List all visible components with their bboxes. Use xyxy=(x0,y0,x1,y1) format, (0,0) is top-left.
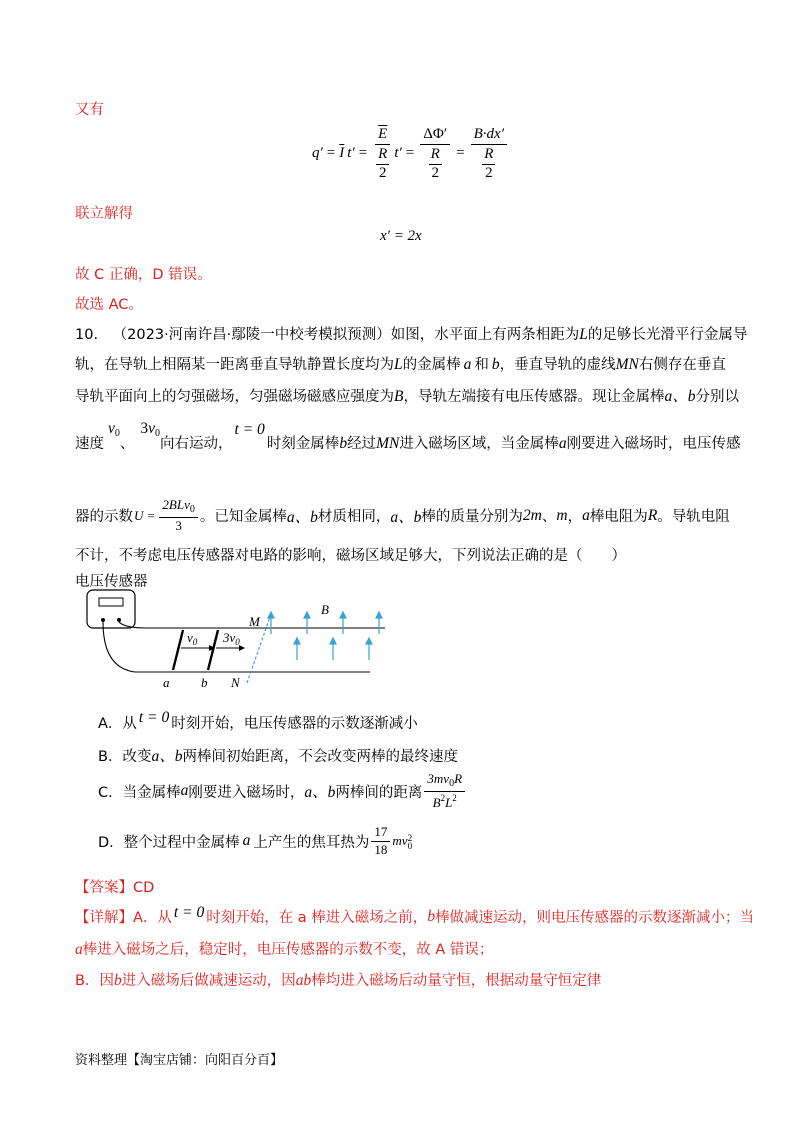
q-text: 经过 xyxy=(347,436,377,452)
c-den-b: B xyxy=(432,794,441,810)
option-b-text: B．改变 xyxy=(98,749,152,765)
eq-sign: = xyxy=(456,145,465,162)
q-v0 xyxy=(108,420,120,439)
field-arrowhead xyxy=(294,638,300,644)
frac-u-den: 3 xyxy=(175,517,182,533)
eq-sign: = xyxy=(326,145,336,162)
detail-label: 【详解】 xyxy=(75,910,133,926)
q-text: 分别以 xyxy=(695,389,739,405)
c-den-l: L xyxy=(445,794,453,810)
q-text: 的足够长光滑平行金属导 xyxy=(587,327,748,343)
frac-e-over-r2 xyxy=(373,126,392,182)
detail-b: b xyxy=(113,972,122,989)
field-arrowhead xyxy=(268,612,274,618)
q-var-l: L xyxy=(394,356,403,373)
frac-dphi xyxy=(420,126,450,182)
detail-text: B．因 xyxy=(75,973,114,989)
question-source: （2023·河南许昌·鄢陵一中校考模拟预测） xyxy=(112,327,391,343)
eq-t: t′ xyxy=(347,145,355,162)
option-d-text: 上产生的焦耳热为 xyxy=(253,834,370,851)
c-sup: 2 xyxy=(440,792,446,803)
q-text: 轨，在导轨上相隔某一距离垂直导轨静置长度均为 xyxy=(75,357,394,373)
conclusion-c-d: 故 C 正确，D 错误。 xyxy=(75,267,212,283)
q-var-ab: a、b xyxy=(286,508,318,526)
option-c-text: 刚要进入磁场时， xyxy=(188,784,305,801)
option-c[interactable] xyxy=(98,772,467,810)
q-text: 器的示数 xyxy=(75,509,133,526)
q-var-b: b xyxy=(491,356,500,373)
q-var-b: b xyxy=(339,435,348,452)
option-a[interactable] xyxy=(98,708,418,733)
sensor-terminal-left xyxy=(101,618,105,622)
frac-den-r2c xyxy=(479,145,498,182)
q-r: R xyxy=(647,506,658,524)
option-d-mv xyxy=(392,833,412,850)
q-t0: t = 0 xyxy=(234,421,265,438)
detail-text: 棒进入磁场之后，稳定时，电压传感器的示数不变，故 A 错误； xyxy=(82,942,494,958)
q-text: 、 xyxy=(119,436,135,452)
label-m: M xyxy=(249,614,260,629)
velocity-arrowhead-b xyxy=(239,645,245,651)
equation-q-prime xyxy=(312,126,509,182)
label-v0: $v_0$ xyxy=(187,630,198,647)
q-text: 。导轨电阻 xyxy=(657,509,730,526)
eq-sign: = xyxy=(358,145,368,162)
q-var-b-field: B xyxy=(394,388,404,405)
field-arrowhead xyxy=(330,638,336,644)
option-d-a: a xyxy=(242,832,251,850)
q-var-ab: a、b xyxy=(664,388,696,405)
figure-title: 电压传感器 xyxy=(75,574,148,590)
c-num: 3mv xyxy=(427,771,450,786)
option-c-ab: a、b xyxy=(304,784,336,802)
q-text: 进入磁场区域，当金属棒 xyxy=(399,436,559,452)
label-a: a xyxy=(163,675,170,690)
frac-c-den xyxy=(430,792,460,811)
q-var-mn: MN xyxy=(376,435,400,452)
detail-line-1 xyxy=(75,903,755,927)
label-b: b xyxy=(201,675,208,690)
eq-t2: t′ xyxy=(394,145,402,162)
label-3v0: $3v_0$ xyxy=(223,630,240,647)
sensor-display xyxy=(99,598,123,606)
c-sub: 0 xyxy=(449,778,455,789)
detail-text: A．从 xyxy=(133,910,172,926)
option-b[interactable] xyxy=(98,744,458,766)
q-var-a: a xyxy=(582,506,590,524)
q-text: 的金属棒 xyxy=(402,357,461,373)
answer-label: 【答案】CD xyxy=(75,880,155,896)
detail-text: 棒做减速运动，则电压传感器的示数逐渐减小；当 xyxy=(435,910,755,926)
frac-num-bdx: B·dx′ xyxy=(471,126,507,145)
equation-x-prime: x′ = 2x xyxy=(380,228,422,244)
field-arrowhead xyxy=(376,612,382,618)
field-arrowhead xyxy=(340,612,346,618)
q-3v0 xyxy=(140,420,160,439)
q-text: ， xyxy=(567,509,583,526)
eq-q: q′ xyxy=(312,145,323,162)
frac-bdx xyxy=(471,126,507,182)
label-b-field: B xyxy=(321,602,329,617)
u-sub: 0 xyxy=(189,504,195,515)
q-text: ，导轨左端接有电压传感器。现让金属棒 xyxy=(403,389,665,405)
q-text: 时刻金属棒 xyxy=(266,436,340,452)
rail-bottom xyxy=(103,622,370,672)
label-n: N xyxy=(231,675,240,690)
q-var-ab: a、b xyxy=(390,508,422,526)
frac-num-dphi: ΔΦ′ xyxy=(420,126,450,145)
detail-line-3 xyxy=(75,969,601,990)
q-u: U = xyxy=(134,507,156,523)
v-sub: 0 xyxy=(114,428,120,439)
question-line-3 xyxy=(75,384,739,406)
circuit-figure xyxy=(75,588,395,693)
q-var-a: a xyxy=(558,435,567,452)
c-r: R xyxy=(454,771,463,786)
q-text: 。已知金属棒 xyxy=(199,509,287,526)
inner-two: 2 xyxy=(379,164,387,181)
frac-den-r2 xyxy=(373,145,392,182)
inner-r: R xyxy=(429,146,442,164)
c-sup: 2 xyxy=(452,792,457,803)
d-sup: 2 xyxy=(407,832,413,843)
v-sub: 0 xyxy=(155,428,161,439)
detail-text: 进入磁场后做减速运动，因 xyxy=(121,973,296,989)
sensor-terminal-right xyxy=(117,618,121,622)
frac-d xyxy=(371,825,390,858)
rod-a xyxy=(173,630,183,670)
section-label-lianli: 联立解得 xyxy=(75,206,133,222)
q-text: 如图，水平面上有两条相距为 xyxy=(390,327,580,343)
option-d-text: D．整个过程中金属棒 xyxy=(98,834,240,851)
question-line-4 xyxy=(75,420,741,453)
frac-d-den: 18 xyxy=(374,841,388,857)
question-line-5 xyxy=(75,498,730,533)
detail-t0: t = 0 xyxy=(173,903,205,921)
question-line-1 xyxy=(75,323,747,344)
detail-b: b xyxy=(427,907,436,925)
option-c-a: a xyxy=(180,782,189,800)
q-var-l: L xyxy=(579,326,588,343)
q-text: 棒电阻为 xyxy=(589,509,648,526)
inner-r: R xyxy=(482,146,495,164)
frac-u-num xyxy=(159,498,197,518)
option-b-text: 两棒间初始距离，不会改变两棒的最终速度 xyxy=(182,749,458,765)
q-2m: 2m xyxy=(522,506,542,524)
frac-c xyxy=(424,772,465,810)
conclusion-choose: 故选 AC。 xyxy=(75,297,143,313)
q-text: 右侧存在垂直 xyxy=(638,357,726,373)
question-line-6: 不计，不考虑电压传感器对电路的影响，磁场区域足够大，下列说法正确的是（ ） xyxy=(75,548,626,564)
section-label-youyou: 又有 xyxy=(75,102,104,118)
q-text: ，垂直导轨的虚线 xyxy=(499,357,616,373)
q-text: 刚要进入磁场时，电压传感 xyxy=(566,436,741,452)
q-text: 导轨平面向上的匀强磁场，匀强磁场磁感应强度为 xyxy=(75,389,394,405)
option-c-text: C．当金属棒 xyxy=(98,784,181,801)
frac-den-r2b xyxy=(426,145,445,182)
option-d[interactable] xyxy=(98,825,412,858)
detail-a: a xyxy=(75,941,83,958)
q-var-a: a xyxy=(463,356,472,373)
inner-r: R xyxy=(376,146,389,164)
sensor-box xyxy=(87,590,135,628)
question-number: 10. xyxy=(75,327,99,343)
eq-sign: = xyxy=(405,145,415,162)
frac-d-num: 17 xyxy=(371,825,390,842)
q-m: m xyxy=(556,506,568,524)
magnetic-field-arrows xyxy=(268,612,382,660)
three: 3 xyxy=(140,420,149,437)
detail-line-2 xyxy=(75,938,493,959)
eq-i-bar: $\overline{I}$ xyxy=(339,145,345,162)
inner-two: 2 xyxy=(485,164,493,181)
q-text: 棒的质量分别为 xyxy=(421,509,523,526)
d-sub: 0 xyxy=(407,840,413,851)
q-text: 材质相同， xyxy=(317,509,391,526)
option-a-text: 时刻开始，电压传感器的示数逐渐减小 xyxy=(171,716,418,732)
question-line-2 xyxy=(75,353,726,374)
q-text: 向右运动， xyxy=(160,436,233,452)
q-var-mn: MN xyxy=(615,356,639,373)
option-a-t0: t = 0 xyxy=(138,708,170,726)
q-text: 、 xyxy=(541,509,557,526)
q-text: 和 xyxy=(474,357,489,373)
frac-u xyxy=(159,498,197,533)
field-arrowhead xyxy=(304,612,310,618)
footer-text: 资料整理【淘宝店铺：向阳百分百】 xyxy=(75,1053,284,1068)
inner-two: 2 xyxy=(431,164,439,181)
detail-text: 棒均进入磁场后动量守恒，根据动量守恒定律 xyxy=(311,973,602,989)
option-a-text: A．从 xyxy=(98,716,137,732)
option-c-text: 两棒间的距离 xyxy=(335,784,423,801)
field-arrowhead xyxy=(366,638,372,644)
v-letter: v xyxy=(108,420,115,437)
detail-ab: ab xyxy=(295,972,312,989)
d-mv: mv xyxy=(392,832,408,848)
option-b-ab: a、b xyxy=(151,748,183,765)
frac-c-num xyxy=(424,772,465,792)
u-num-text: 2BLv xyxy=(162,497,190,512)
frac-num-e: $\overline{E}$ xyxy=(375,126,390,145)
q-text: 速度 xyxy=(75,436,104,452)
detail-text: 时刻开始，在 a 棒进入磁场之前， xyxy=(206,910,428,926)
v-letter: v xyxy=(148,420,156,437)
